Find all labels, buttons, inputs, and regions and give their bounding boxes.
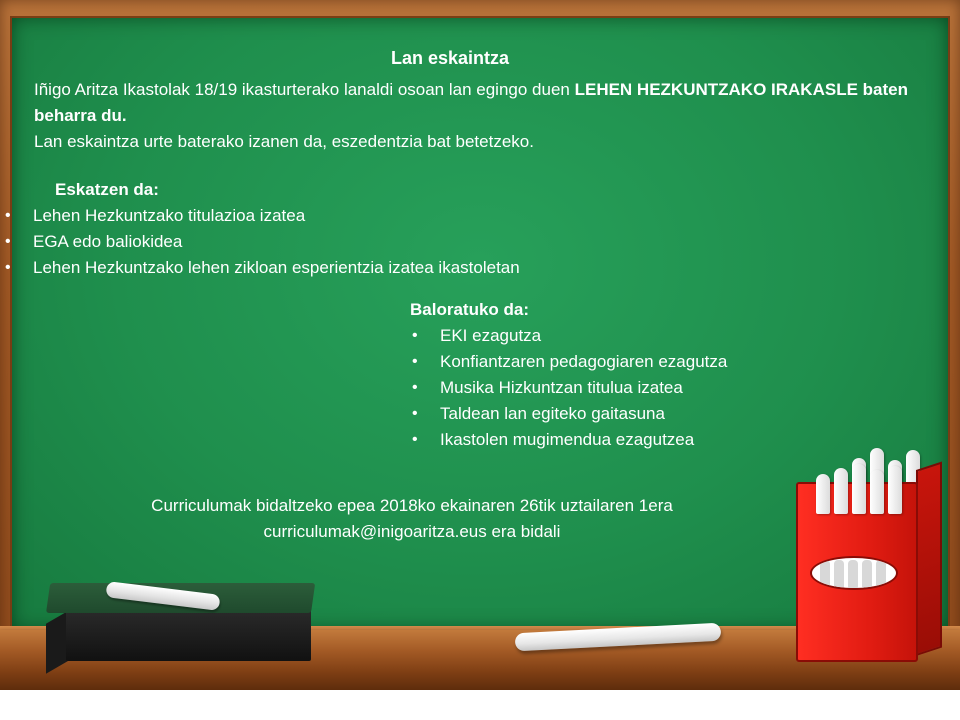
list-item: • EKI ezagutza (410, 323, 727, 349)
intro-line2: Lan eskaintza urte baterako izanen da, eszedentzia bat betetzeko. (34, 132, 534, 151)
requirements-list (3, 203, 520, 281)
requirements-heading: Eskatzen da: (55, 180, 159, 199)
valued-list (410, 323, 727, 453)
chalk-stick-icon (888, 466, 902, 514)
chalk-box-icon (796, 420, 946, 660)
valued-section (410, 297, 727, 453)
intro-text (34, 77, 914, 155)
deadline-text: Curriculumak bidaltzeko epea 2018ko ekainaren 26tik uztailaren 1era (151, 496, 673, 515)
valued-heading: Baloratuko da: (410, 300, 530, 319)
list-item: • Lehen Hezkuntzako lehen zikloan esperientzia izatea ikastoletan (3, 255, 520, 281)
list-item: • Musika Hizkuntzan titulua izatea (410, 375, 727, 401)
chalk-stick-icon (834, 468, 848, 514)
requirements-section (33, 177, 520, 281)
intro-bold: LEHEN HEZKUNTZAKO IRAKASLE baten beharra du. (34, 80, 908, 125)
list-item: • Ikastolen mugimendua ezagutzea (410, 427, 727, 453)
chalk-stick-icon (816, 474, 830, 514)
page-title: Lan eskaintza (390, 48, 510, 68)
chalk-box-window (810, 556, 898, 590)
intro-part1: Iñigo Aritza Ikastolak 18/19 ikasturterako lanaldi osoan lan egingo duen (34, 80, 575, 99)
email-text: curriculumak@inigoaritza.eus era bidali (263, 522, 561, 541)
bottom-strip (0, 690, 960, 720)
eraser-body (66, 609, 311, 661)
chalk-stick-icon (870, 470, 884, 514)
list-item: • Lehen Hezkuntzako titulazioa izatea (3, 203, 520, 229)
list-item: • Taldean lan egiteko gaitasuna (410, 401, 727, 427)
list-item: • Konfiantzaren pedagogiaren ezagutza (410, 349, 727, 375)
list-item: • EGA edo baliokidea (3, 229, 520, 255)
chalk-box-side (916, 462, 942, 656)
chalk-stick-icon (852, 464, 866, 514)
